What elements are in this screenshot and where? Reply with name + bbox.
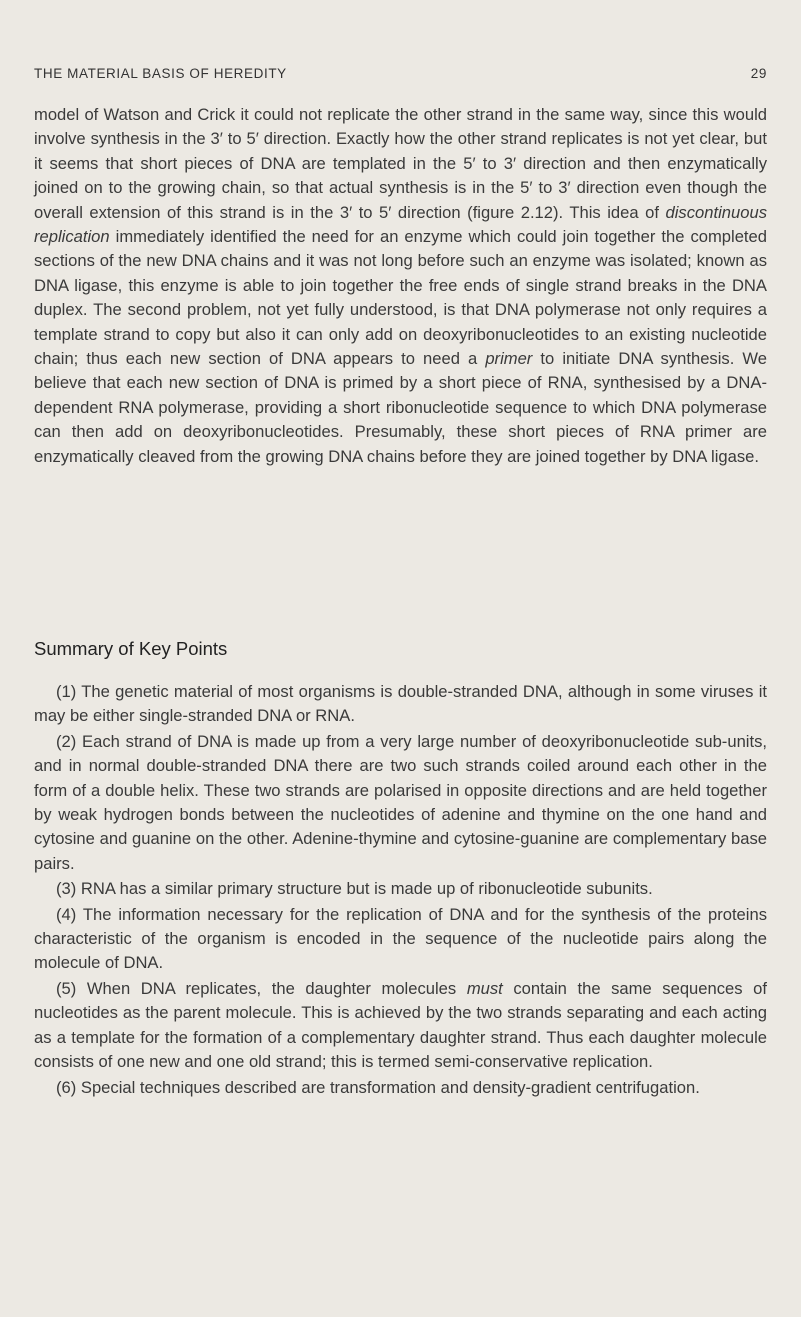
chapter-title: THE MATERIAL BASIS OF HEREDITY bbox=[34, 66, 287, 81]
text-segment: model of Watson and Crick it could not replicate the other strand in the same way, since this would involve synthesis in the 3′ to 5′ direction. Exactly how the other strand replicates is not yet clear, but it seems that short pieces of DNA are templated in the 5′ to 3′ direction and then enzymatically joined on to the growing chain, so that actual synthesis is in the 5′ to 3′ direction even though the overall extension of this strand is in the 3′ to 5′ direction (figure 2.12). This idea of bbox=[34, 105, 767, 222]
text-segment: to initiate DNA synthesis. We believe that each new section of DNA is primed by a short piece of RNA, synthesised by a DNA-dependent RNA polymerase, providing a short ribonucleotide sequence to which DNA polymerase can then add on deoxyribonucleotides. Presumably, these short pieces of RNA primer are enzymatically cleaved from the growing DNA chains before they are joined together by DNA ligase. bbox=[34, 349, 767, 466]
emphasis-term: must bbox=[466, 978, 503, 998]
text-segment: (5) When DNA replicates, the daughter molecules bbox=[56, 978, 467, 998]
emphasis-term: primer bbox=[485, 349, 533, 369]
page-number: 29 bbox=[750, 66, 767, 81]
summary-point bbox=[34, 977, 767, 1075]
summary-point: (4) The information necessary for the replication of DNA and for the synthesis of the proteins characteristic of the organism is encoded in the sequence of the nucleotide pairs along the molecule of DNA. bbox=[34, 904, 767, 973]
summary-list bbox=[34, 680, 767, 1101]
summary-point: (1) The genetic material of most organisms is double-stranded DNA, although in some viruses it may be either single-stranded DNA or RNA. bbox=[34, 682, 767, 726]
body-paragraph bbox=[34, 103, 767, 469]
summary-point: (6) Special techniques described are transformation and density-gradient centrifugation. bbox=[56, 1077, 700, 1097]
text-segment: contain the same sequences of nucleotides as the parent molecule. This is achieved by the two strands separating and each acting as a template for the formation of a complementary daughter strand. Thus each daughter molecule consists of one new and one old strand; this is termed semi-conservative replication. bbox=[34, 978, 767, 1072]
emphasis-term: discontinuous replication bbox=[34, 202, 767, 247]
summary-point: (3) RNA has a similar primary structure but is made up of ribonucleotide subunits. bbox=[56, 879, 653, 899]
text-segment: immediately identified the need for an enzyme which could join together the completed sections of the new DNA chains and it was not long before such an enzyme was isolated; known as DNA ligase, this enzyme is able to join together the free ends of single strand breaks in the DNA duplex. The second problem, not yet fully understood, is that DNA polymerase not only requires a template strand to copy but also it can only add on deoxyribonucleotides to an existing nucleotide chain; thus each new section of DNA appears to need a bbox=[34, 227, 767, 369]
paragraph-text bbox=[34, 103, 767, 469]
summary-point: (2) Each strand of DNA is made up from a very large number of deoxyribonucleotide sub-units, and in normal double-stranded DNA there are two such strands coiled around each other in the form of a double helix. These two strands are polarised in opposite directions and are held together by weak hydrogen bonds between the nucleotides of adenine and thymine on the one hand and cytosine and guanine on the other. Adenine-thymine and cytosine-guanine are complementary base pairs. bbox=[34, 731, 767, 873]
section-heading: Summary of Key Points bbox=[34, 638, 228, 659]
